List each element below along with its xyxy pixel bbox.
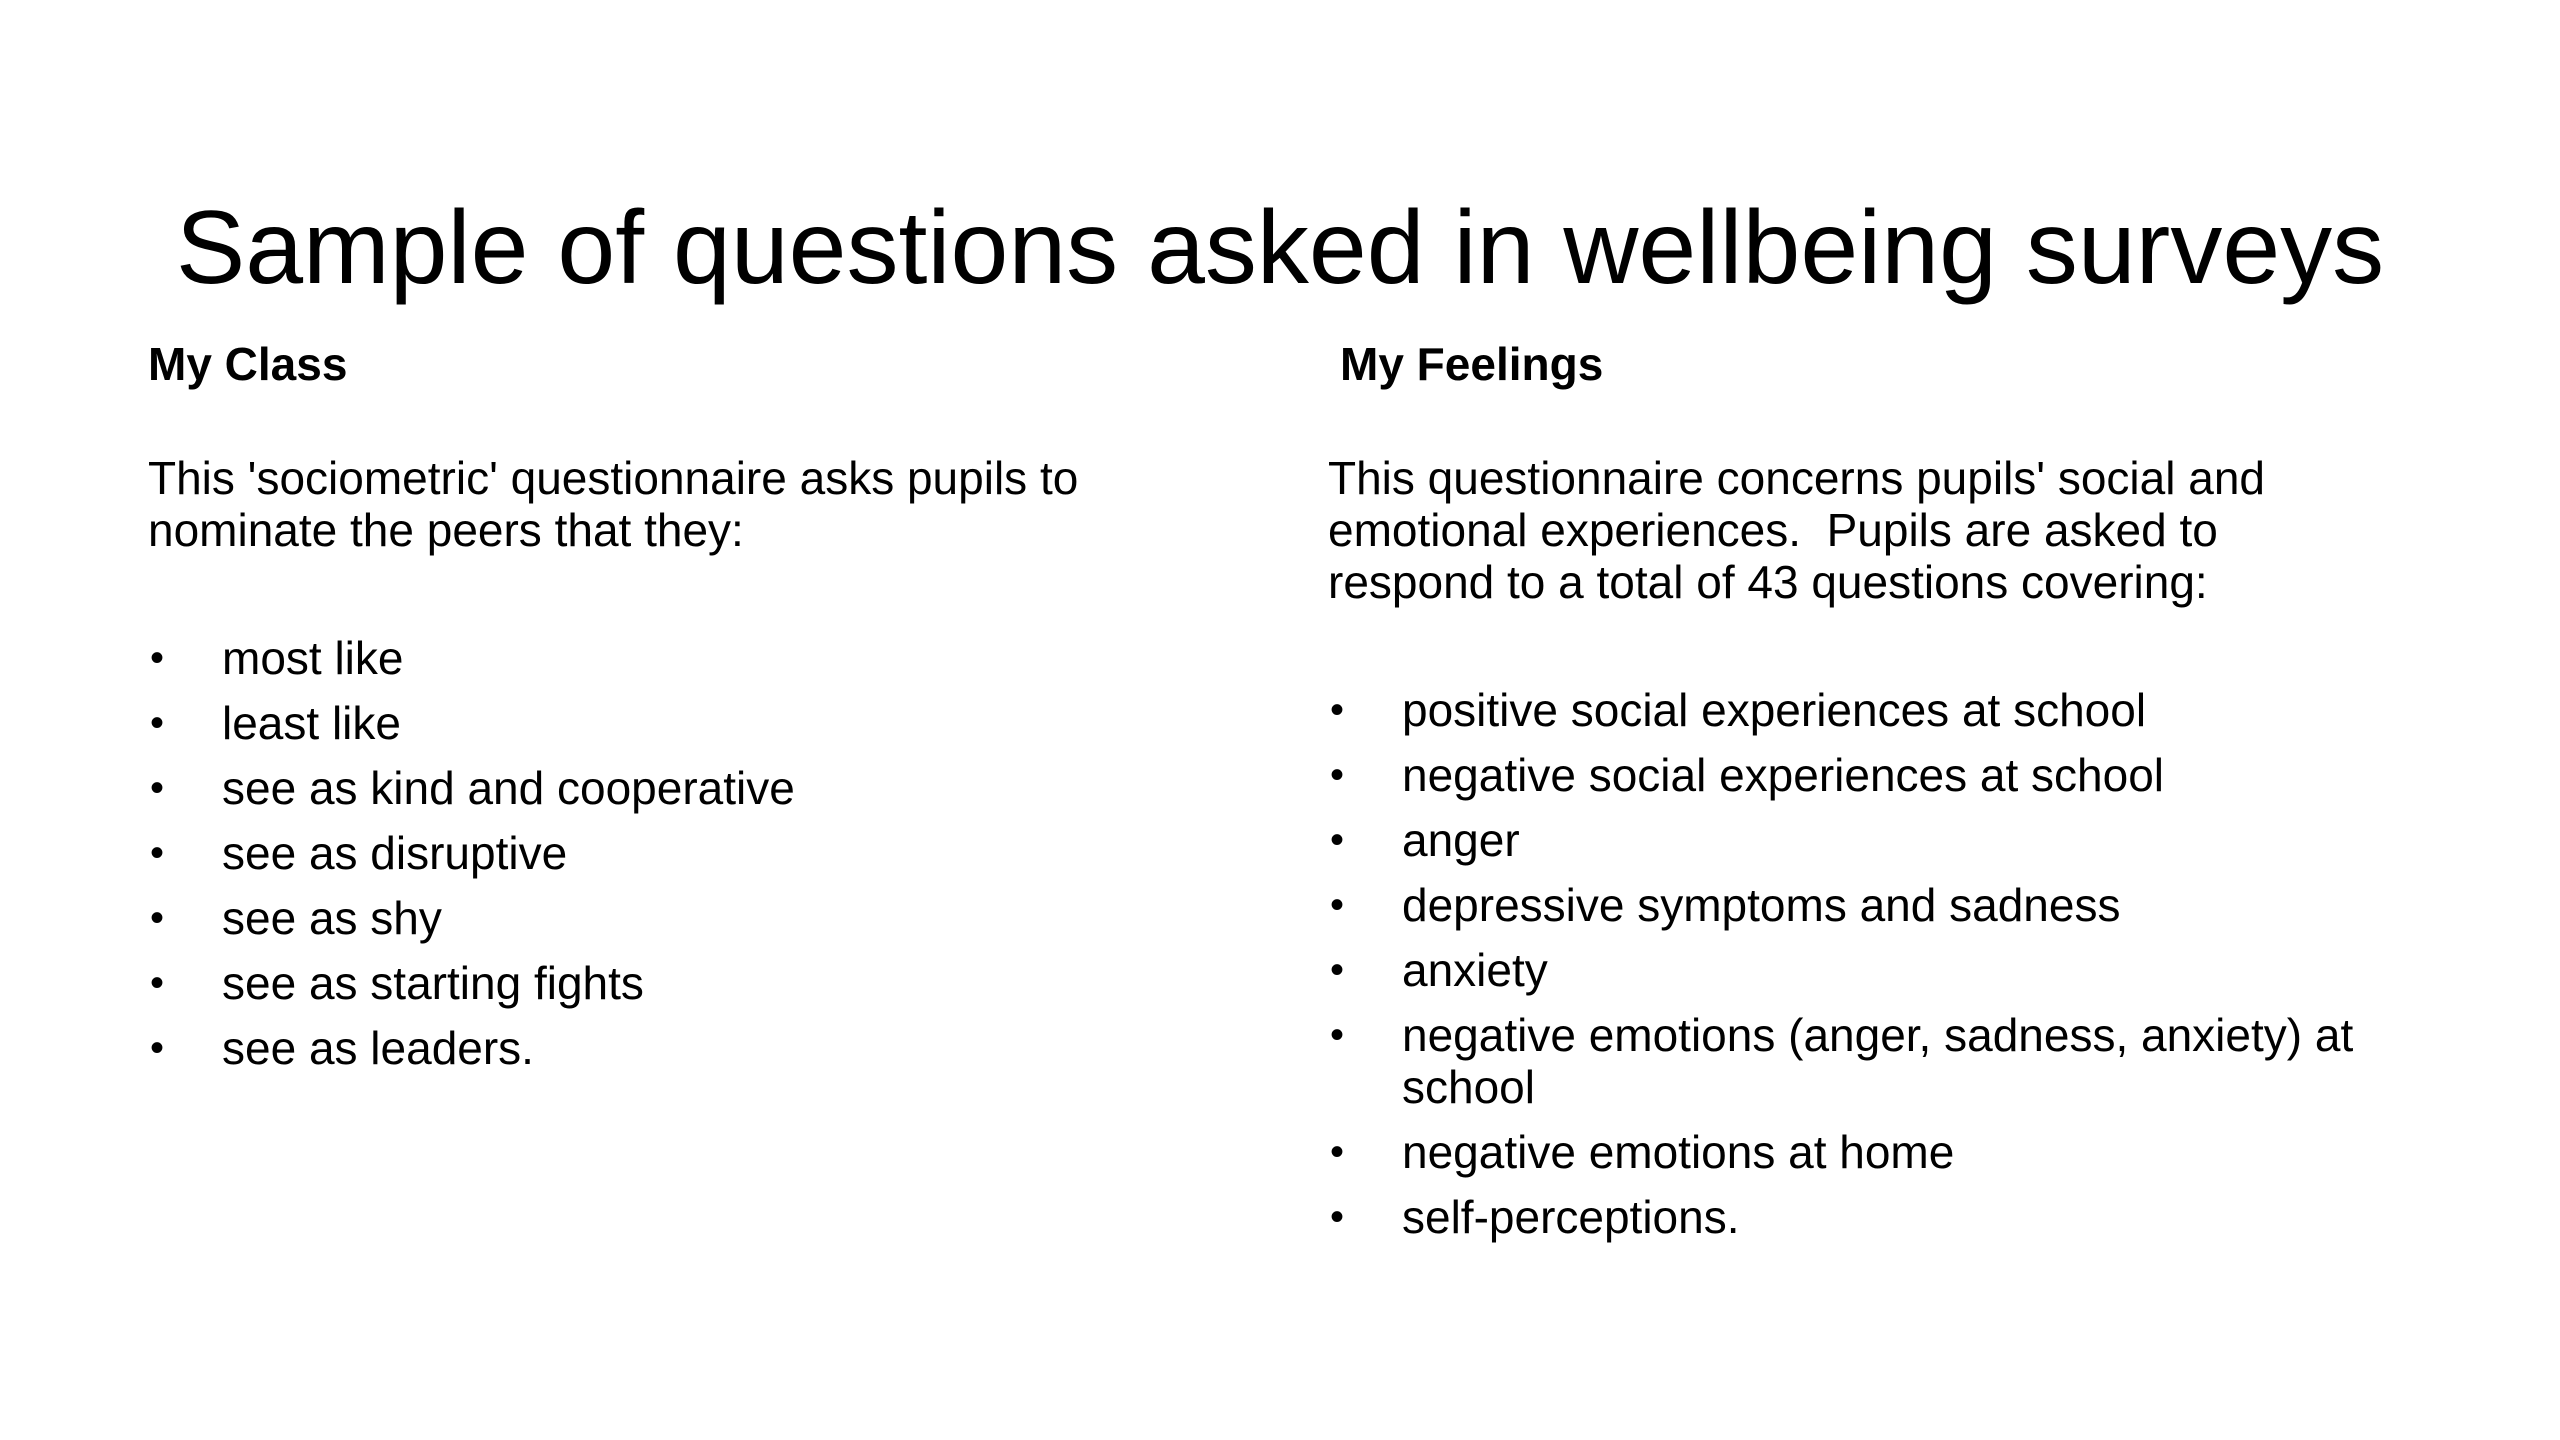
my-feelings-item — [1328, 1191, 2478, 1243]
my-feelings-item-text: negative emotions at home — [1402, 1126, 1955, 1178]
bullet-icon: • — [1330, 948, 1345, 992]
slide-title: Sample of questions asked in wellbeing surveys — [175, 189, 2385, 306]
my-class-item — [148, 892, 1248, 944]
my-class-item — [148, 957, 1248, 1009]
my-feelings-item-text: self-perceptions. — [1402, 1191, 1740, 1243]
bullet-icon: • — [150, 701, 165, 745]
my-feelings-item-text: negative emotions (anger, sadness, anxiety) at school — [1402, 1009, 2354, 1113]
my-feelings-item — [1328, 749, 2478, 801]
my-feelings-intro: This questionnaire concerns pupils' social and emotional experiences. Pupils are asked to respond to a total of 43 questions covering: — [1328, 452, 2265, 608]
bullet-icon: • — [150, 831, 165, 875]
my-feelings-item — [1328, 1126, 2478, 1178]
my-class-item-text: see as leaders. — [222, 1022, 534, 1074]
my-feelings-item-text: positive social experiences at school — [1402, 684, 2147, 736]
bullet-icon: • — [150, 961, 165, 1005]
my-feelings-item — [1328, 1009, 2478, 1113]
bullet-icon: • — [150, 1026, 165, 1070]
my-feelings-item-text: anxiety — [1402, 944, 1548, 996]
bullet-icon: • — [1330, 688, 1345, 732]
bullet-icon: • — [150, 636, 165, 680]
my-feelings-column — [1328, 336, 2478, 1256]
bullet-icon: • — [1330, 753, 1345, 797]
bullet-icon: • — [1330, 818, 1345, 862]
my-feelings-item-text: anger — [1402, 814, 1520, 866]
my-feelings-item — [1328, 814, 2478, 866]
my-class-item — [148, 1022, 1248, 1074]
my-class-item — [148, 697, 1248, 749]
my-class-list — [148, 632, 1248, 1074]
bullet-icon: • — [150, 896, 165, 940]
my-feelings-item — [1328, 879, 2478, 931]
my-feelings-item — [1328, 684, 2478, 736]
my-feelings-item — [1328, 944, 2478, 996]
my-class-item-text: least like — [222, 697, 401, 749]
my-class-heading: My Class — [148, 338, 348, 390]
bullet-icon: • — [1330, 1130, 1345, 1174]
my-class-item — [148, 827, 1248, 879]
my-class-intro: This 'sociometric' questionnaire asks pupils to nominate the peers that they: — [148, 452, 1079, 556]
my-class-item-text: see as disruptive — [222, 827, 568, 879]
my-class-item-text: see as shy — [222, 892, 442, 944]
my-class-item — [148, 762, 1248, 814]
my-class-item-text: see as kind and cooperative — [222, 762, 795, 814]
my-class-column — [148, 336, 1248, 1087]
my-class-item — [148, 632, 1248, 684]
my-feelings-list — [1328, 684, 2478, 1243]
bullet-icon: • — [1330, 1013, 1345, 1057]
my-class-item-text: most like — [222, 632, 404, 684]
my-feelings-heading: My Feelings — [1340, 338, 1604, 390]
my-feelings-item-text: negative social experiences at school — [1402, 749, 2165, 801]
my-feelings-item-text: depressive symptoms and sadness — [1402, 879, 2121, 931]
bullet-icon: • — [1330, 883, 1345, 927]
bullet-icon: • — [1330, 1195, 1345, 1239]
my-class-item-text: see as starting fights — [222, 957, 644, 1009]
bullet-icon: • — [150, 766, 165, 810]
